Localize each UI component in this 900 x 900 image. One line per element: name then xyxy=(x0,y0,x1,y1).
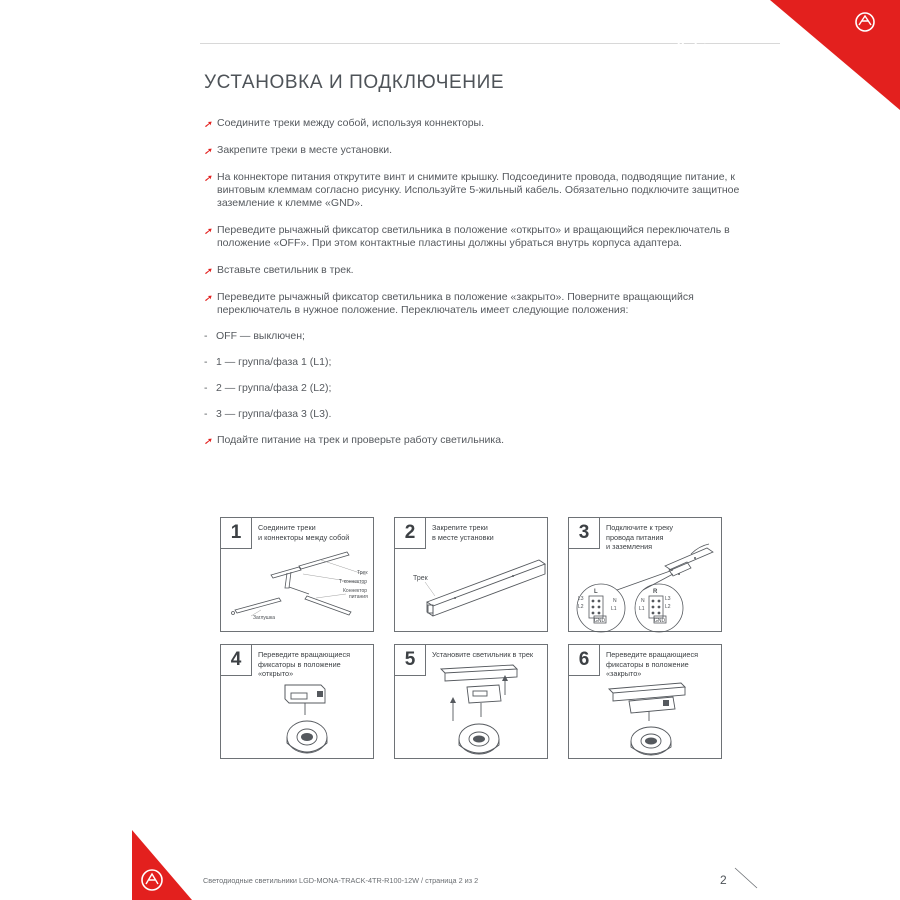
switch-position-text: 1 — группа/фаза 1 (L1); xyxy=(216,356,332,368)
bullet-icon: ➚ xyxy=(204,266,212,276)
panel-number: 1 xyxy=(221,518,252,549)
step-item xyxy=(204,144,764,157)
page-slash-decoration xyxy=(733,866,759,890)
panel-caption: Переведите вращающиеся фиксаторы в положение «закрыто» xyxy=(606,650,699,678)
page-title: УСТАНОВКА И ПОДКЛЮЧЕНИЕ xyxy=(204,72,505,93)
wiring-illustration xyxy=(569,518,723,633)
label-end-cap: Заглушка xyxy=(253,615,276,621)
panel-caption: Закрепите треки в месте установки xyxy=(432,523,494,542)
step-item xyxy=(204,434,764,447)
page-number: 2 xyxy=(720,873,727,887)
label-l3-right: L3 xyxy=(665,596,671,602)
step-text: Переведите рычажный фиксатор светильника в положение «открыто» и вращающийся переключатель в положение «OFF». При этом контактные пластины должны убраться внутрь корпуса адаптера. xyxy=(217,224,730,249)
switch-position-item: - 2 — группа/фаза 2 (L2); xyxy=(204,382,332,394)
panel-number: 5 xyxy=(395,645,426,676)
step-item xyxy=(204,117,764,130)
diagram-panel-2 xyxy=(394,517,548,632)
insert-fixture-illustration xyxy=(395,645,549,760)
switch-position-text: OFF — выключен; xyxy=(216,330,305,342)
panel-caption: Соедините треки и коннекторы между собой xyxy=(258,523,350,542)
panel-caption: Установите светильник в трек xyxy=(432,650,534,659)
diagram-panel-6 xyxy=(568,644,722,759)
label-terminal-r: R xyxy=(653,589,658,595)
step-text: Закрепите треки в месте установки. xyxy=(217,144,393,156)
label-t-connector: Т-коннектор xyxy=(339,579,368,585)
label-l3: L3 xyxy=(578,596,584,602)
switch-position-item: - 1 — группа/фаза 1 (L1); xyxy=(204,356,332,368)
step-text: Подайте питание на трек и проверьте работу светильника. xyxy=(217,434,504,446)
step-text: Соедините треки между собой, используя коннекторы. xyxy=(217,117,484,129)
step-item xyxy=(204,291,764,317)
panel-number: 4 xyxy=(221,645,252,676)
bullet-icon: ➚ xyxy=(204,293,212,303)
bullet-icon: ➚ xyxy=(204,173,212,183)
step-item xyxy=(204,264,764,277)
mount-track-illustration xyxy=(395,518,549,633)
footer-brand-corner xyxy=(132,830,192,900)
step-item xyxy=(204,171,764,210)
panel-number: 6 xyxy=(569,645,600,676)
diagram-panel-3 xyxy=(568,517,722,632)
bullet-icon: ➚ xyxy=(204,226,212,236)
label-track: Трек xyxy=(357,570,368,576)
label-power-connector: Коннектор xyxy=(343,588,368,594)
open-latch-illustration xyxy=(221,645,375,760)
connect-tracks-illustration xyxy=(221,518,375,633)
step-text: На коннекторе питания открутите винт и снимите крышку. Подсоедините провода, подводящие питание, к винтовым клеммам согласно рисунку. Используйте 5-жильный кабель. Обязательно подключите защитное заземление к клемме «GND». xyxy=(217,171,740,209)
label-gnd: GND xyxy=(594,618,606,624)
label-power-connector-2: питания xyxy=(349,594,368,600)
switch-position-item: - 3 — группа/фаза 3 (L3). xyxy=(204,408,332,420)
panel-number: 3 xyxy=(569,518,600,549)
label-terminal-n-right: N xyxy=(641,598,645,604)
step-item xyxy=(204,224,764,250)
diagram-panel-4 xyxy=(220,644,374,759)
label-l2-right: L2 xyxy=(665,604,671,610)
label-l1: L1 xyxy=(611,606,617,612)
step-text: Переведите рычажный фиксатор светильника в положение «закрыто». Поверните вращающийся переключатель в нужное положение. Переключатель имеет следующие положения: xyxy=(217,291,694,316)
diagram-panel-5 xyxy=(394,644,548,759)
brand-logo: arlight xyxy=(662,40,707,56)
bullet-icon: ➚ xyxy=(204,436,212,446)
label-l1-right: L1 xyxy=(639,606,645,612)
bullet-icon: ➚ xyxy=(204,119,212,129)
label-gnd-right: GND xyxy=(654,618,666,624)
footer-document-title: Светодиодные светильники LGD-MONA-TRACK-4TR-R100-12W / страница 2 из 2 xyxy=(203,876,479,885)
panel-number: 2 xyxy=(395,518,426,549)
bullet-icon: ➚ xyxy=(204,146,212,156)
diagram-panel-1 xyxy=(220,517,374,632)
panel-caption: Подключите к треку провода питания и заземления xyxy=(606,523,674,551)
switch-position-item: - OFF — выключен; xyxy=(204,330,305,342)
panel-caption: Переведите вращающиеся фиксаторы в положение «открыто» xyxy=(258,650,351,678)
switch-position-text: 3 — группа/фаза 3 (L3). xyxy=(216,408,332,420)
label-terminal-l: L xyxy=(594,589,598,595)
step-text: Вставьте светильник в трек. xyxy=(217,264,354,276)
label-track-2: Трек xyxy=(413,575,428,582)
label-l2: L2 xyxy=(578,604,584,610)
close-latch-illustration xyxy=(569,645,723,760)
installation-steps xyxy=(204,117,764,447)
label-terminal-n: N xyxy=(613,598,617,604)
switch-position-text: 2 — группа/фаза 2 (L2); xyxy=(216,382,332,394)
